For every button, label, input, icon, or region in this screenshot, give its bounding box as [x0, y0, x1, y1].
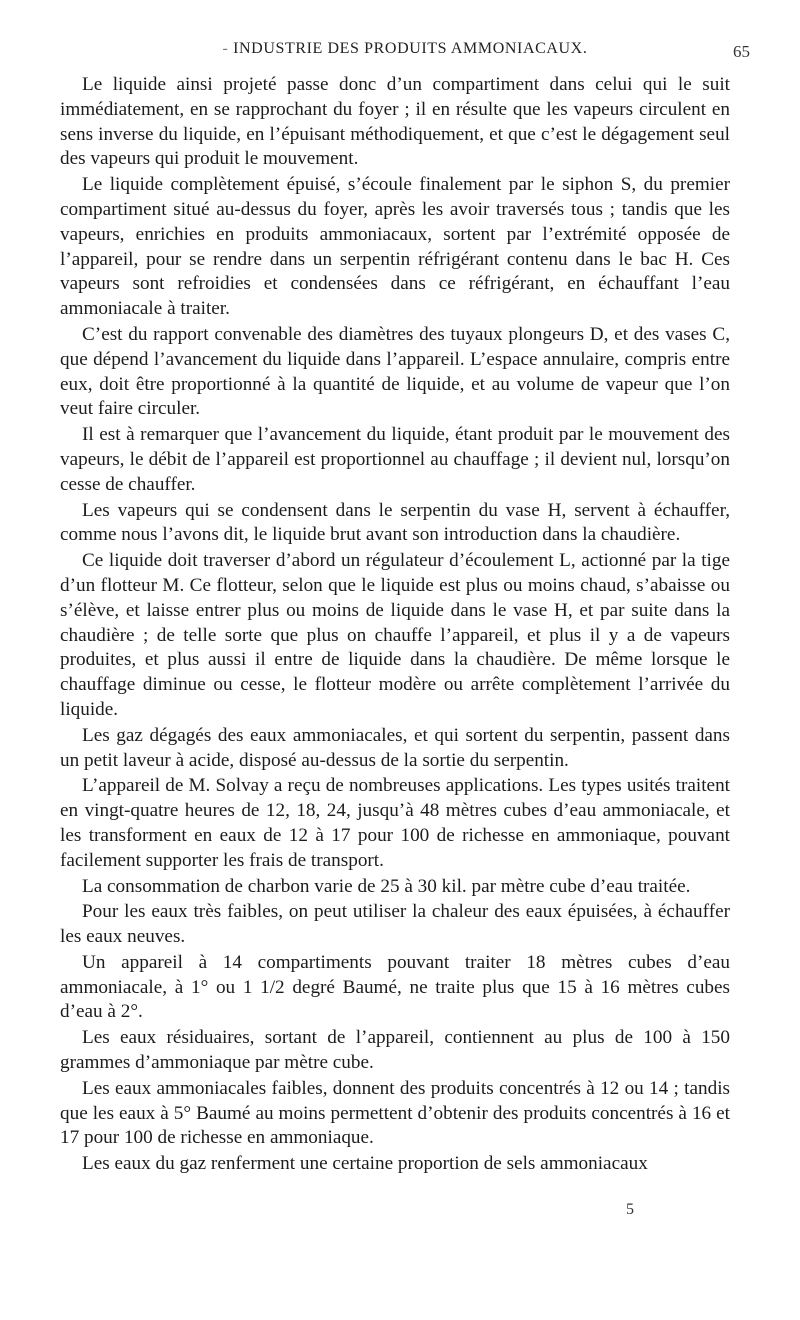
paragraph: Les gaz dégagés des eaux ammoniacales, et qui sortent du serpentin, passent dans un petit laveur à acide, disposé au-dessus de la sortie du serpentin.	[60, 724, 730, 771]
paragraph: Les eaux ammoniacales faibles, donnent des produits concentrés à 12 ou 14 ; tandis que les eaux à 5° Baumé au moins permettent d’obtenir des produits concentrés à 16 et 17 pour 100 de richesse en ammoniaque.	[60, 1077, 730, 1149]
running-head	[60, 40, 750, 64]
paragraph: Le liquide ainsi projeté passe donc d’un compartiment dans celui qui le suit immédiatement, en se rapprochant du foyer ; il en résulte que les vapeurs circulent en sens inverse du liquide, en l’épuisant méthodiquement, et que c’est le dégagement seul des vapeurs qui produit le mouvement.	[60, 74, 730, 170]
paragraph: C’est du rapport convenable des diamètres des tuyaux plongeurs D, et des vases C, que dépend l’avancement du liquide dans l’appareil. L’espace annulaire, compris entre eux, doit être proportionné à la quantité de liquide, et au volume de vapeur que l’on veut faire circuler.	[60, 323, 730, 420]
paragraph: Les eaux du gaz renferment une certaine proportion de sels ammoniacaux	[82, 1153, 648, 1175]
paragraph: Ce liquide doit traverser d’abord un régulateur d’écoulement L, actionné par la tige d’un flotteur M. Ce flotteur, selon que le liquide est plus ou moins chaud, s’abaisse ou s’élève, et laisse entrer plus ou moins de liquide dans le vase H, et par suite dans la chaudière ; de telle sorte que plus on chauffe l’appareil, et plus il y a de vapeurs produites, et plus aussi il entre de liquide dans la chaudière. De même lorsque le chauffage diminue ou cesse, le flotteur modère ou arrête complètement l’arrivée du liquide.	[60, 550, 730, 720]
body-text	[60, 73, 730, 1178]
running-title: - INDUSTRIE DES PRODUITS AMMONIACAUX.	[60, 40, 750, 58]
paragraph: Les vapeurs qui se condensent dans le serpentin du vase H, servent à échauffer, comme nous l’avons dit, le liquide brut avant son introduction dans la chaudière.	[60, 499, 730, 546]
page-number: 65	[733, 42, 750, 61]
paragraph: Pour les eaux très faibles, on peut utiliser la chaleur des eaux épuisées, à échauffer les eaux neuves.	[60, 901, 730, 948]
paragraph: La consommation de charbon varie de 25 à 30 kil. par mètre cube d’eau traitée.	[82, 875, 691, 897]
paragraph: L’appareil de M. Solvay a reçu de nombreuses applications. Les types usités traitent en vingt-quatre heures de 12, 18, 24, jusqu’à 48 mètres cubes d’eau ammoniacale, et les transforment en eaux de 12 à 17 pour 100 de richesse en ammoniaque, pouvant facilement supporter les frais de transport.	[60, 775, 730, 871]
paragraph: Les eaux résiduaires, sortant de l’appareil, contiennent au plus de 100 à 150 grammes d’ammoniaque par mètre cube.	[60, 1027, 730, 1074]
paragraph: Un appareil à 14 compartiments pouvant traiter 18 mètres cubes d’eau ammoniacale, à 1° ou 1 1/2 degré Baumé, ne traite plus que 15 à 16 mètres cubes d’eau à 2°.	[60, 951, 730, 1023]
signature-mark: 5	[626, 1201, 634, 1218]
paragraph: Le liquide complètement épuisé, s’écoule finalement par le siphon S, du premier compartiment situé au-dessus du foyer, après les avoir traversés tous ; tandis que les vapeurs, enrichies en produits ammoniacaux, sortent par l’extrémité opposée de l’appareil, pour se rendre dans un serpentin réfrigérant contenu dans le bac H. Ces vapeurs sont refroidies et condensées dans ce réfrigérant, en échauffant l’eau ammoniacale à traiter.	[60, 174, 730, 320]
paragraph: Il est à remarquer que l’avancement du liquide, étant produit par le mouvement des vapeurs, le débit de l’appareil est proportionnel au chauffage ; il devient nul, lorsqu’on cesse de chauffer.	[60, 424, 730, 495]
